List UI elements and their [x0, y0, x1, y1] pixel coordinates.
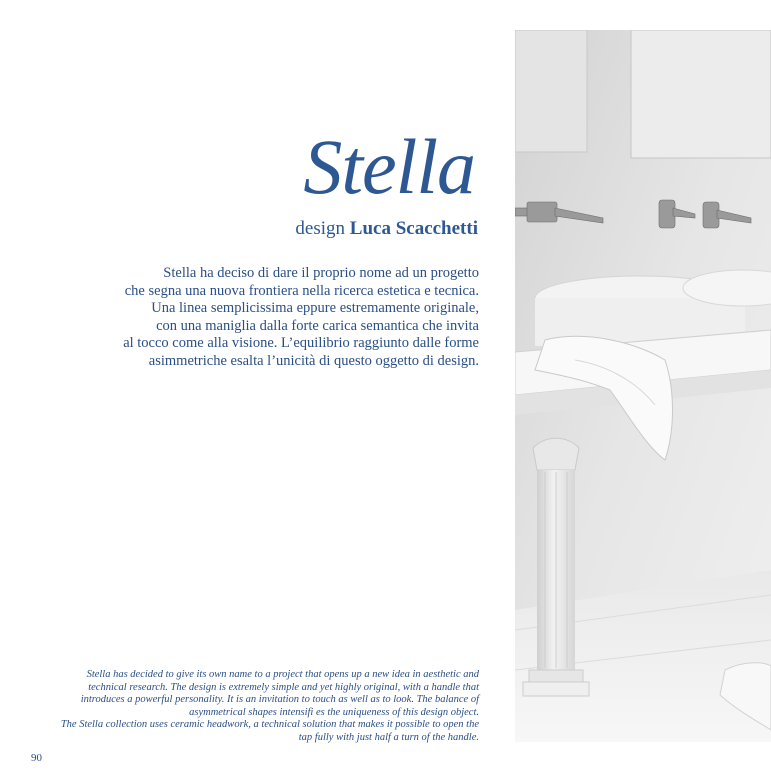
description-line: che segna una nuova frontiera nella ricerca estetica e tecnica.: [124, 282, 479, 299]
page-title: Stella: [303, 123, 475, 210]
description-line: al tocco come alla visione. L’equilibrio raggiunto dalle forme: [123, 335, 479, 351]
description-english: [59, 669, 479, 745]
designer-credit: [295, 218, 478, 240]
description-line: tap fully with just half a turn of the handle.: [298, 731, 479, 743]
description-line: The Stella collection uses ceramic headwork, a technical solution that makes it possible to open the: [60, 719, 479, 731]
designer-name: Luca Scacchetti: [349, 218, 478, 239]
description-line: introduces a powerful personality. It is an invitation to touch as well as to look. The balance of: [80, 694, 479, 706]
description-line: Stella has decided to give its own name to a project that opens up a new idea in aesthetic and: [86, 669, 479, 680]
page-number: 90: [31, 752, 42, 764]
description-line: Una linea semplicissima eppure estremamente originale,: [151, 300, 479, 316]
description-line: technical research. The design is extremely simple and yet highly original, with a handle that: [88, 681, 479, 693]
description-italian: [119, 265, 479, 370]
description-line: Stella ha deciso di dare il proprio nome ad un progetto: [163, 265, 479, 281]
description-line: asimmetriche esalta l’unicità di questo oggetto di design.: [148, 352, 479, 369]
description-line: con una maniglia dalla forte carica semantica che invita: [156, 317, 479, 334]
description-line: asymmetrical shapes intensifi es the uniqueness of this design object.: [189, 706, 479, 718]
designer-prefix: design: [295, 218, 346, 239]
bathroom-photo: [515, 30, 771, 742]
